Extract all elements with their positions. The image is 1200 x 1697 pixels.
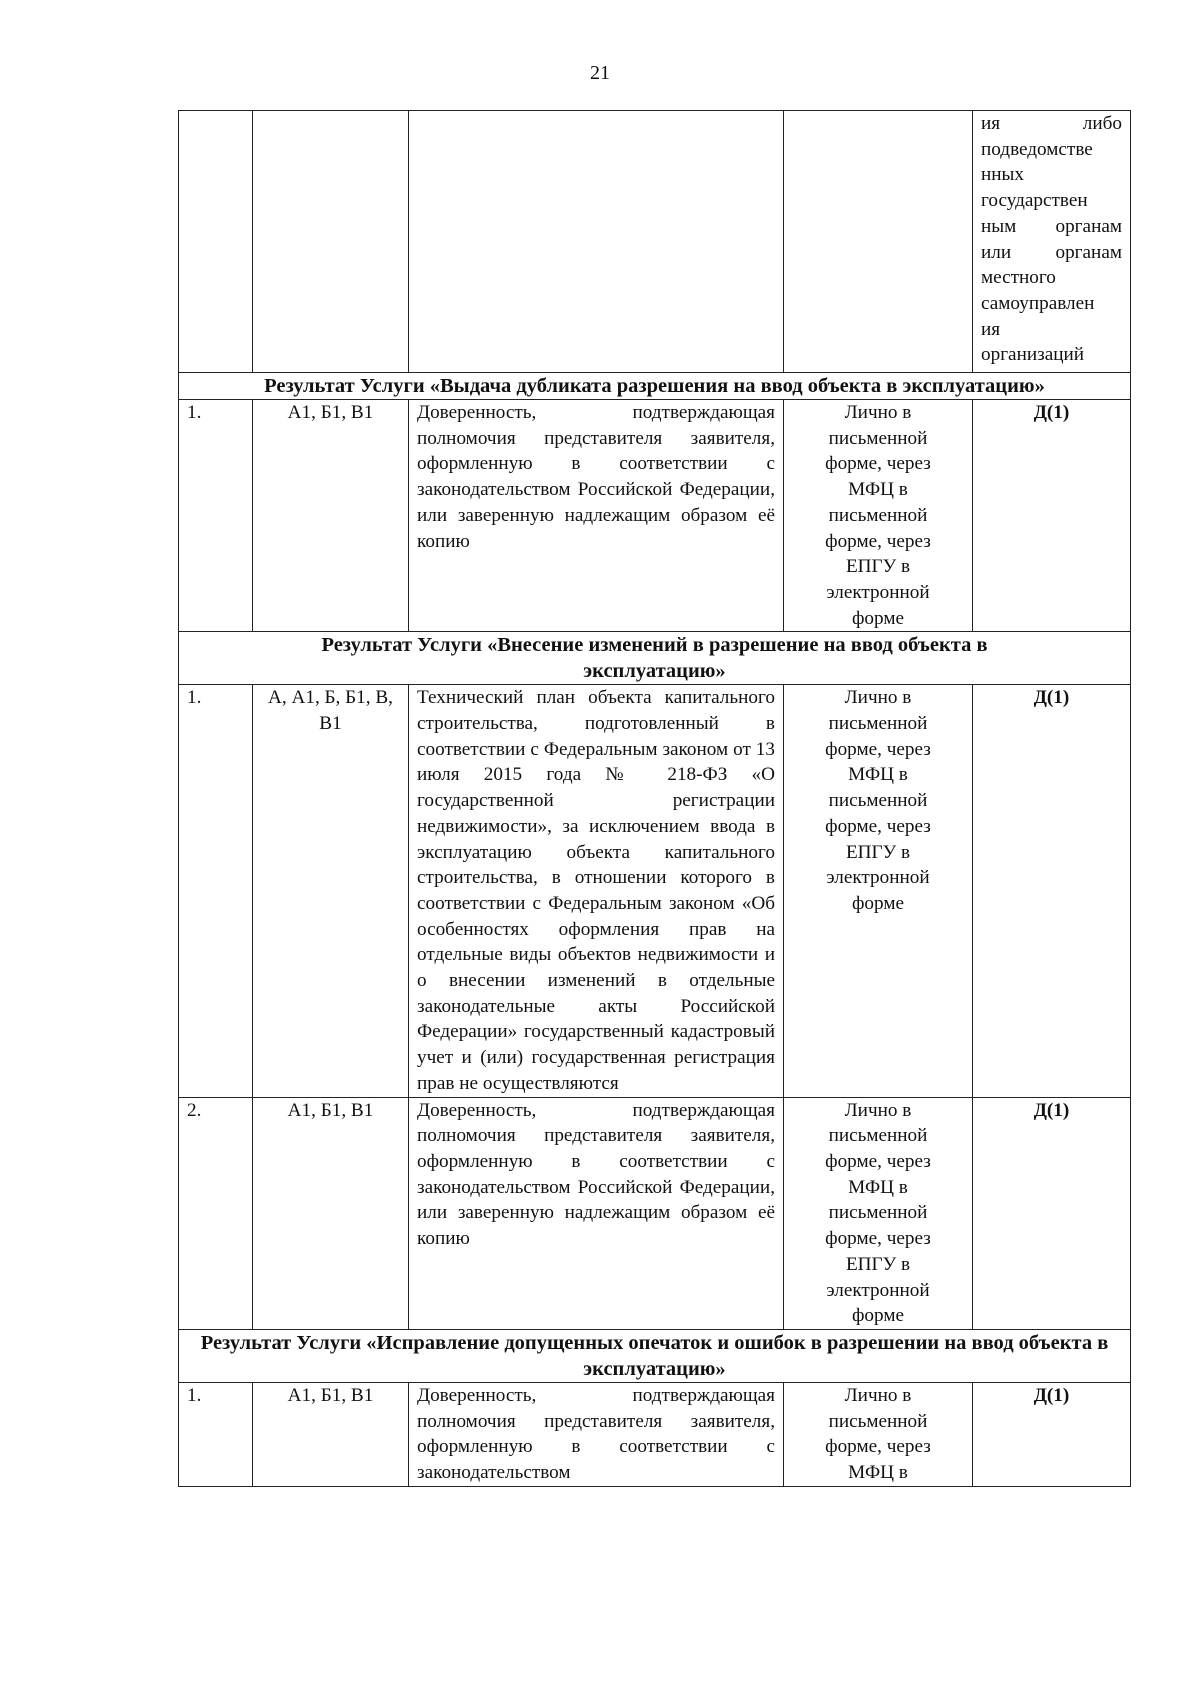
submission-method bbox=[784, 1097, 973, 1329]
continuation-line: ия bbox=[981, 318, 1001, 340]
method-line: форме, через bbox=[825, 453, 931, 475]
method-line: ЕПГУ в bbox=[845, 841, 911, 863]
method-line: электронной bbox=[826, 581, 930, 603]
method-line: форме, через bbox=[825, 738, 931, 760]
section-header-row bbox=[179, 1329, 1131, 1382]
method-line: ЕПГУ в bbox=[845, 556, 911, 578]
method-line: форме, через bbox=[825, 530, 931, 552]
table-row bbox=[179, 400, 1131, 632]
method-line: Лично в bbox=[844, 1099, 912, 1121]
page-number: 21 bbox=[590, 62, 610, 84]
continuation-line: организаций bbox=[981, 344, 1085, 366]
continuation-line: государствен bbox=[981, 190, 1088, 212]
documents-table bbox=[178, 110, 1131, 1487]
cell-empty bbox=[179, 111, 253, 373]
submission-method bbox=[784, 1382, 973, 1486]
continuation-line: самоуправлен bbox=[981, 292, 1095, 314]
method-line: Лично в bbox=[844, 1384, 912, 1406]
continuation-cell bbox=[973, 111, 1131, 373]
method-line: форме bbox=[852, 1305, 904, 1327]
section-title: Результат Услуги «Выдача дубликата разрешения на ввод объекта в эксплуатацию» bbox=[179, 373, 1131, 400]
section-title: Результат Услуги «Исправление допущенных опечаток и ошибок в разрешении на ввод объекта в эксплуатацию» bbox=[179, 1329, 1131, 1382]
method-line: форме bbox=[852, 892, 904, 914]
applicant-codes: А, А1, Б, Б1, В, В1 bbox=[253, 685, 409, 1097]
document-description: Доверенность, подтверждающая полномочия представителя заявителя, оформленную в соответствии с законодательством Российской Федерации, или заверенную надлежащим образом её копию bbox=[409, 1097, 784, 1329]
method-line: письменной bbox=[828, 1202, 928, 1224]
cell-empty bbox=[253, 111, 409, 373]
continuation-line: местного bbox=[981, 267, 1056, 289]
row-number: 2. bbox=[179, 1097, 253, 1329]
continuation-line: ия либо bbox=[981, 113, 1122, 134]
document-form: Д(1) bbox=[973, 400, 1131, 632]
applicant-codes: А1, Б1, В1 bbox=[253, 400, 409, 632]
table-row bbox=[179, 685, 1131, 1097]
continuation-line: подведомстве bbox=[981, 138, 1093, 160]
document-form: Д(1) bbox=[973, 685, 1131, 1097]
table-row bbox=[179, 1097, 1131, 1329]
method-line: письменной bbox=[828, 504, 928, 526]
continuation-line: или органам bbox=[981, 241, 1122, 263]
method-line: МФЦ в bbox=[848, 764, 908, 786]
row-number: 1. bbox=[179, 400, 253, 632]
method-line: Лично в bbox=[844, 687, 912, 709]
submission-method bbox=[784, 400, 973, 632]
table-row bbox=[179, 1382, 1131, 1486]
document-description: Доверенность, подтверждающая полномочия представителя заявителя, оформленную в соответствии с законодательством bbox=[409, 1382, 784, 1486]
section-header-row bbox=[179, 373, 1131, 400]
section-header-row bbox=[179, 632, 1131, 685]
method-line: письменной bbox=[828, 713, 928, 735]
method-line: МФЦ в bbox=[848, 1462, 908, 1484]
method-line: форме, через bbox=[825, 1228, 931, 1250]
document-description: Технический план объекта капитального строительства, подготовленный в соответствии с Федеральным законом от 13 июля 2015 года № 218-ФЗ «О государственной регистрации недвижимости», за исключением ввода в эксплуатацию объекта капитального строительства, в отношении которого в соответствии с Федеральным законом «Об особенностях оформления прав на отдельные виды объектов недвижимости и о внесении изменений в отдельные законодательные акты Российской Федерации» государственный кадастровый учет и (или) государственная регистрация прав не осуществляются bbox=[409, 685, 784, 1097]
cell-empty bbox=[784, 111, 973, 373]
method-line: ЕПГУ в bbox=[845, 1253, 911, 1275]
method-line: письменной bbox=[828, 790, 928, 812]
applicant-codes: А1, Б1, В1 bbox=[253, 1097, 409, 1329]
method-line: форме, через bbox=[825, 815, 931, 837]
row-number: 1. bbox=[179, 685, 253, 1097]
document-description: Доверенность, подтверждающая полномочия представителя заявителя, оформленную в соответствии с законодательством Российской Федерации, или заверенную надлежащим образом её копию bbox=[409, 400, 784, 632]
method-line: электронной bbox=[826, 1279, 930, 1301]
submission-method bbox=[784, 685, 973, 1097]
method-line: Лично в bbox=[844, 402, 912, 423]
method-line: МФЦ в bbox=[848, 1176, 908, 1198]
continuation-line: нных bbox=[981, 164, 1025, 186]
method-line: электронной bbox=[826, 867, 930, 889]
table-row-continuation bbox=[179, 111, 1131, 373]
applicant-codes: А1, Б1, В1 bbox=[253, 1382, 409, 1486]
row-number: 1. bbox=[179, 1382, 253, 1486]
method-line: МФЦ в bbox=[848, 479, 908, 501]
method-line: форме, через bbox=[825, 1150, 931, 1172]
document-form: Д(1) bbox=[973, 1097, 1131, 1329]
method-line: форме bbox=[852, 607, 904, 629]
document-form: Д(1) bbox=[973, 1382, 1131, 1486]
method-line: письменной bbox=[828, 427, 928, 449]
section-title: Результат Услуги «Внесение изменений в разрешение на ввод объекта в эксплуатацию» bbox=[179, 632, 1131, 685]
method-line: письменной bbox=[828, 1410, 928, 1432]
method-line: форме, через bbox=[825, 1436, 931, 1458]
cell-empty bbox=[409, 111, 784, 373]
continuation-line: ным органам bbox=[981, 215, 1122, 237]
method-line: письменной bbox=[828, 1125, 928, 1147]
